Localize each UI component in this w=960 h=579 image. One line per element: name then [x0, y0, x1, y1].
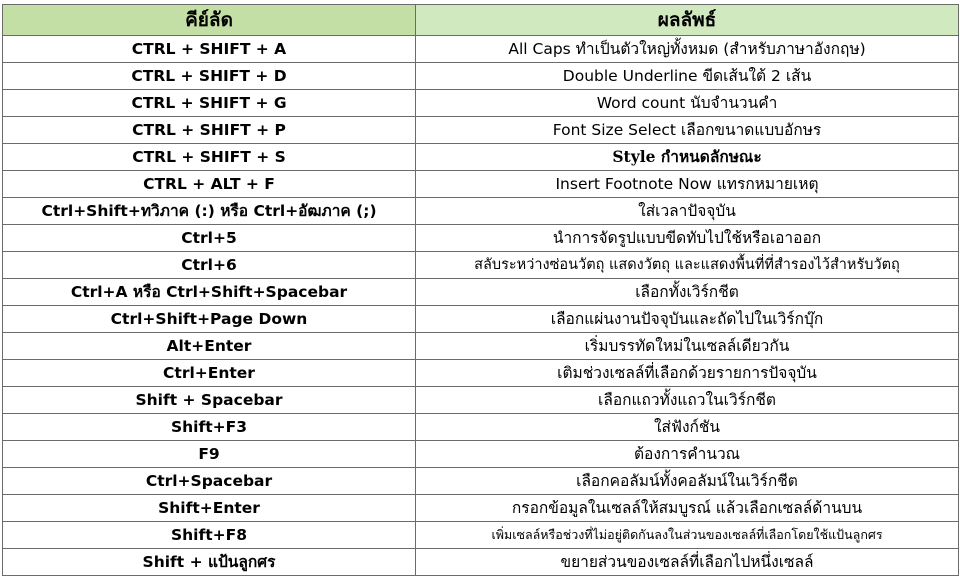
result-cell: เลือกคอลัมน์ทั้งคอลัมน์ในเวิร์กชีต [416, 468, 959, 495]
result-cell: เลือกทั้งเวิร์กชีต [416, 279, 959, 306]
result-cell: Word count นับจำนวนคำ [416, 90, 959, 117]
result-cell: Double Underline ขีดเส้นใต้ 2 เส้น [416, 63, 959, 90]
shortcut-cell: F9 [3, 441, 416, 468]
table-row [3, 36, 959, 63]
table-row [3, 144, 959, 171]
table-row [3, 279, 959, 306]
shortcut-cell: Ctrl+6 [3, 252, 416, 279]
table-row [3, 198, 959, 225]
table-row [3, 495, 959, 522]
shortcut-cell: CTRL + SHIFT + D [3, 63, 416, 90]
shortcut-cell: Shift+Enter [3, 495, 416, 522]
shortcut-cell: CTRL + SHIFT + S [3, 144, 416, 171]
table-row [3, 63, 959, 90]
result-cell: ใส่ฟังก์ชัน [416, 414, 959, 441]
column-header-result: ผลลัพธ์ [416, 5, 959, 36]
table-row [3, 252, 959, 279]
result-cell: Style กำหนดลักษณะ [416, 144, 959, 171]
shortcut-cell: CTRL + SHIFT + G [3, 90, 416, 117]
shortcut-cell: Shift + Spacebar [3, 387, 416, 414]
result-cell: All Caps ทำเป็นตัวใหญ่ทั้งหมด (สำหรับภาษาอังกฤษ) [416, 36, 959, 63]
shortcut-cell: CTRL + SHIFT + P [3, 117, 416, 144]
shortcut-cell: CTRL + SHIFT + A [3, 36, 416, 63]
result-cell: เติมช่วงเซลล์ที่เลือกด้วยรายการปัจจุบัน [416, 360, 959, 387]
result-cell: ใส่เวลาปัจจุบัน [416, 198, 959, 225]
result-cell: เลือกแผ่นงานปัจจุบันและถัดไปในเวิร์กบุ๊ก [416, 306, 959, 333]
result-cell: Insert Footnote Now แทรกหมายเหตุ [416, 171, 959, 198]
shortcut-table [2, 4, 959, 576]
shortcut-cell: Shift+F8 [3, 522, 416, 549]
result-cell: กรอกข้อมูลในเซลล์ให้สมบูรณ์ แล้วเลือกเซลล์ด้านบน [416, 495, 959, 522]
result-cell: ต้องการคำนวณ [416, 441, 959, 468]
shortcut-cell: Alt+Enter [3, 333, 416, 360]
result-cell: นำการจัดรูปแบบขีดทับไปใช้หรือเอาออก [416, 225, 959, 252]
result-cell: สลับระหว่างซ่อนวัตถุ แสดงวัตถุ และแสดงพื้นที่ที่สำรองไว้สำหรับวัตถุ [416, 252, 959, 279]
result-cell: Font Size Select เลือกขนาดแบบอักษร [416, 117, 959, 144]
table-row [3, 549, 959, 576]
table-row [3, 522, 959, 549]
column-header-shortcut: คีย์ลัด [3, 5, 416, 36]
table-row [3, 360, 959, 387]
result-cell: เพิ่มเซลล์หรือช่วงที่ไม่อยู่ติดกันลงในส่วนของเซลล์ที่เลือกโดยใช้แป้นลูกศร [416, 522, 959, 549]
table-row [3, 117, 959, 144]
shortcut-cell: Shift+F3 [3, 414, 416, 441]
result-cell: ขยายส่วนของเซลล์ที่เลือกไปหนึ่งเซลล์ [416, 549, 959, 576]
table-row [3, 90, 959, 117]
table-row [3, 171, 959, 198]
shortcut-cell: Ctrl+Shift+ทวิภาค (:) หรือ Ctrl+อัฒภาค (;) [3, 198, 416, 225]
table-row [3, 225, 959, 252]
result-cell: เลือกแถวทั้งแถวในเวิร์กชีต [416, 387, 959, 414]
shortcut-cell: Ctrl+Enter [3, 360, 416, 387]
result-cell: เริ่มบรรทัดใหม่ในเซลล์เดียวกัน [416, 333, 959, 360]
table-row [3, 414, 959, 441]
table-row [3, 333, 959, 360]
shortcut-cell: Ctrl+Spacebar [3, 468, 416, 495]
shortcut-cell: Ctrl+Shift+Page Down [3, 306, 416, 333]
shortcut-cell: Ctrl+5 [3, 225, 416, 252]
table-row [3, 387, 959, 414]
table-header-row [3, 5, 959, 36]
table-row [3, 306, 959, 333]
table-row [3, 468, 959, 495]
table-row [3, 441, 959, 468]
shortcut-cell: CTRL + ALT + F [3, 171, 416, 198]
shortcut-cell: Shift + แป้นลูกศร [3, 549, 416, 576]
shortcut-cell: Ctrl+A หรือ Ctrl+Shift+Spacebar [3, 279, 416, 306]
